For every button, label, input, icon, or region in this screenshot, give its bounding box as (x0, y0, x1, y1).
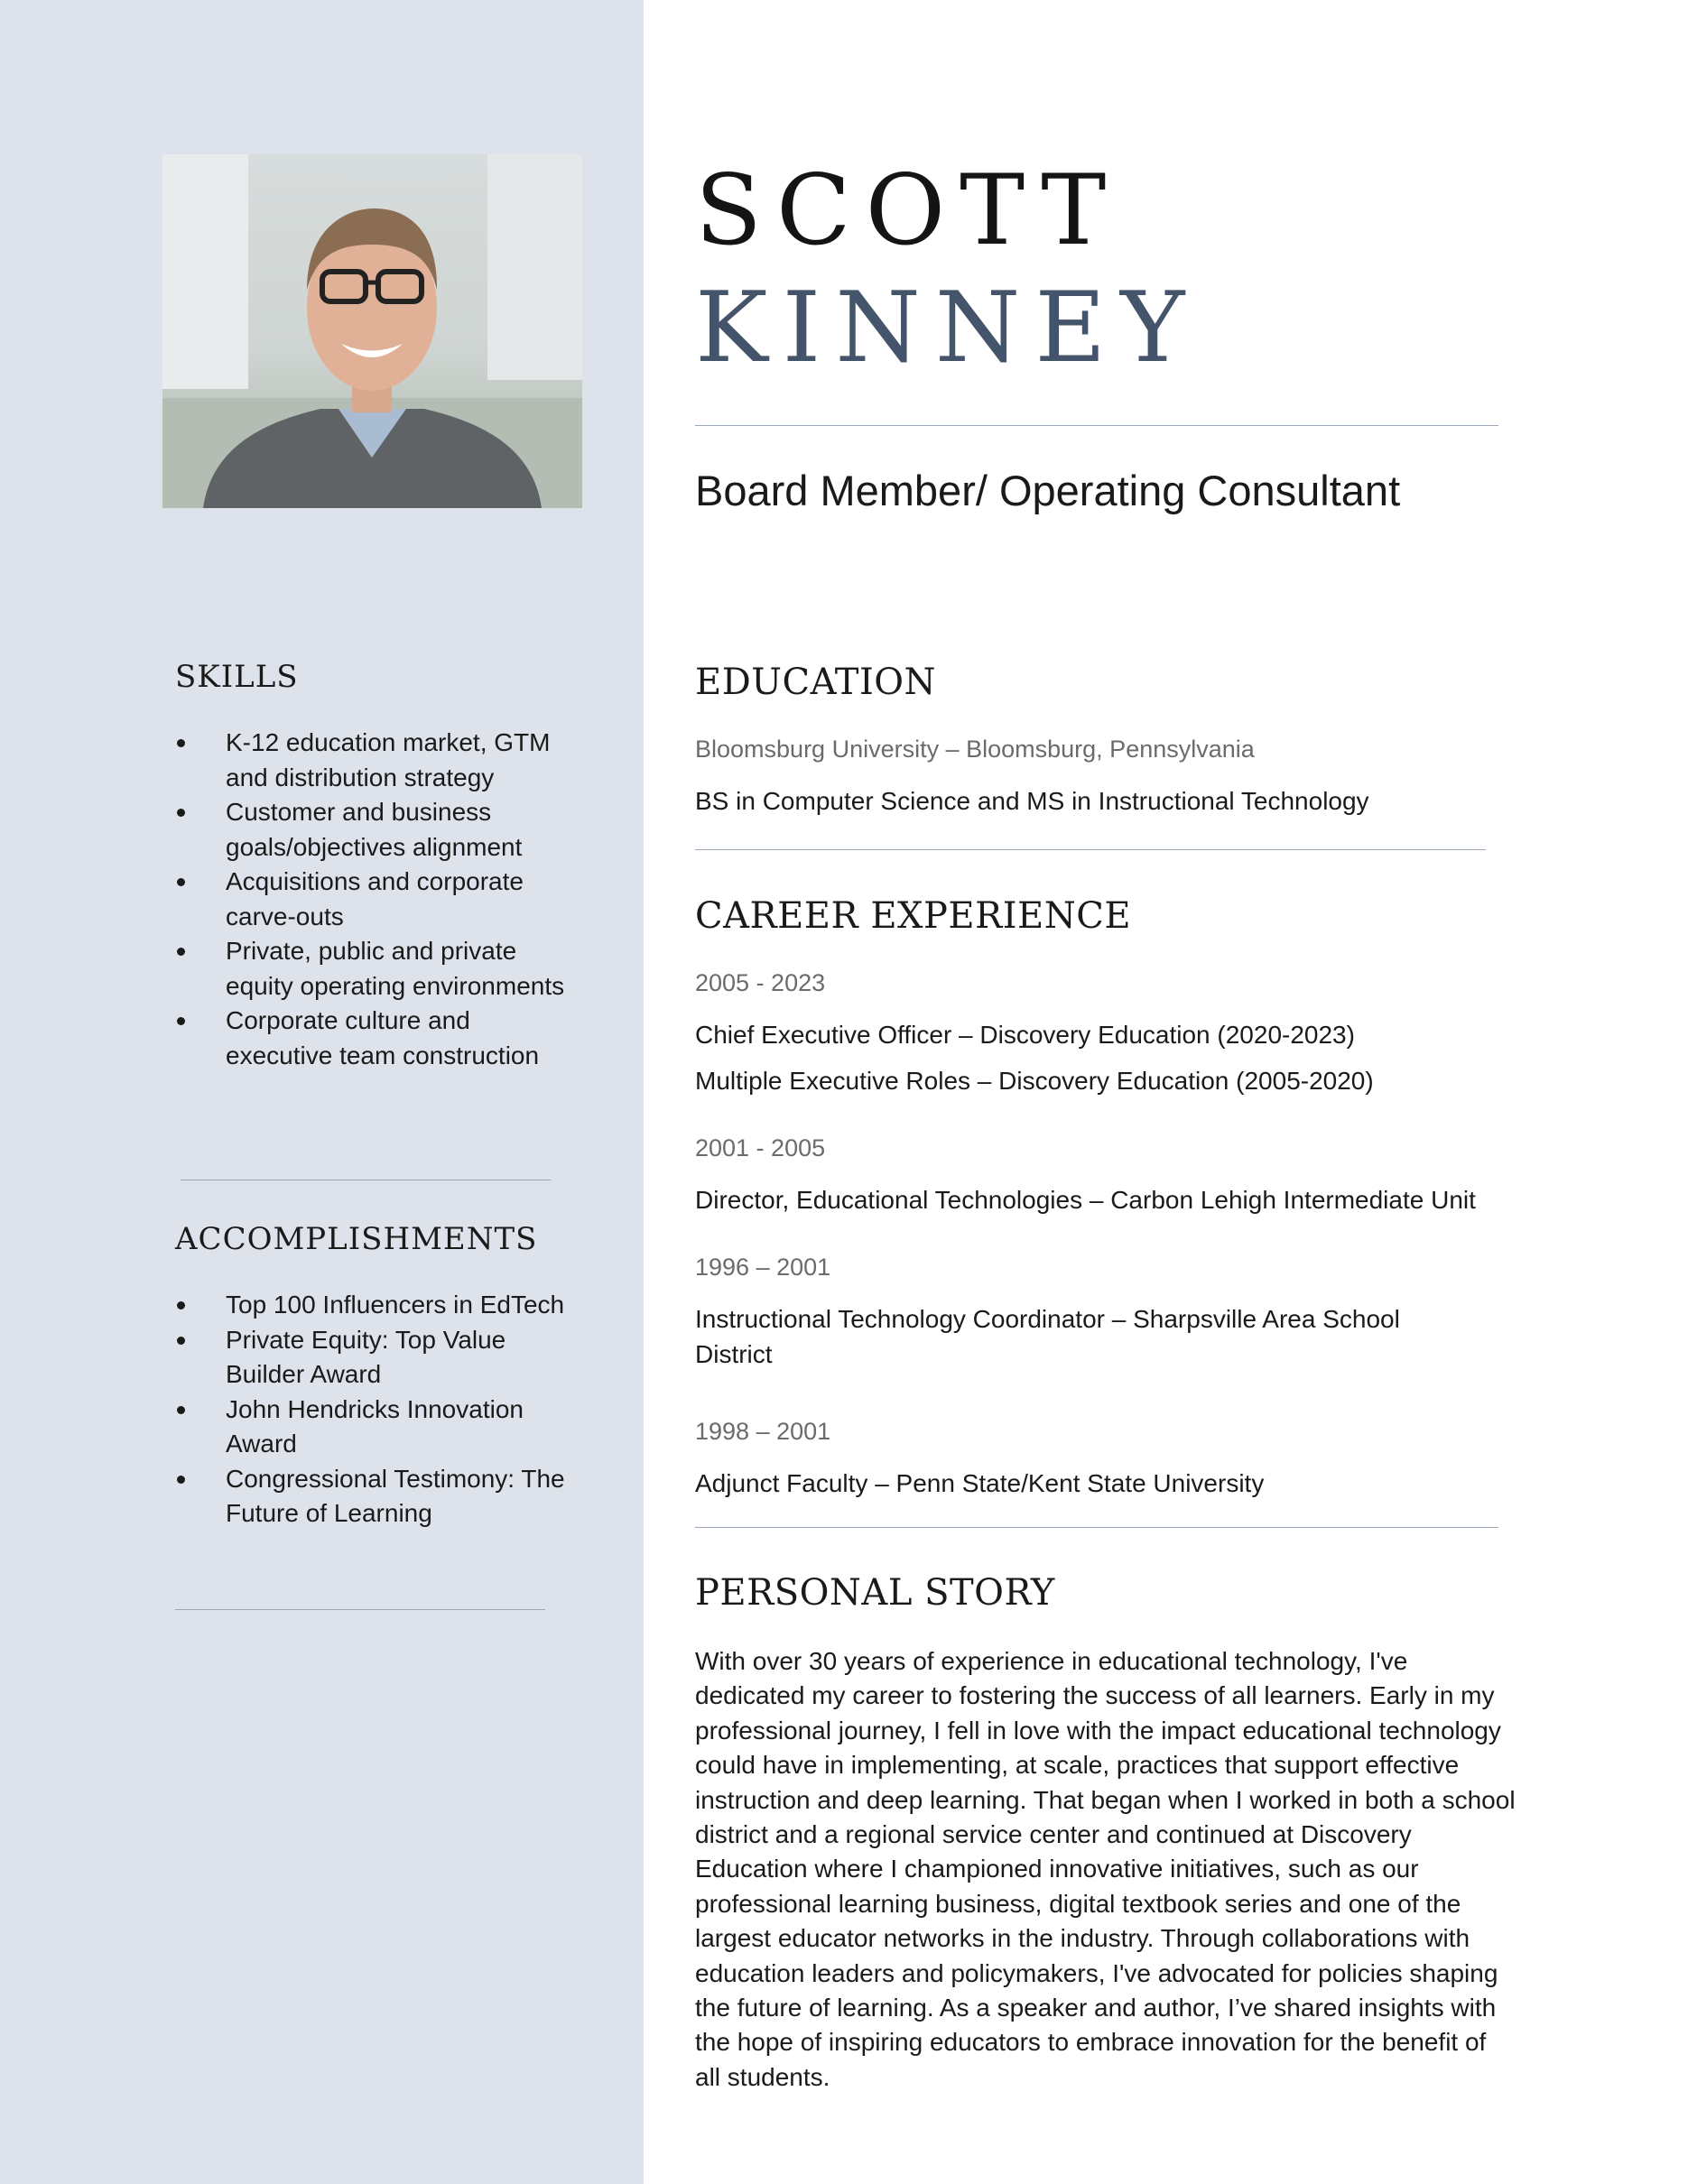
career-role: Chief Executive Officer – Discovery Education (2020-2023) (695, 1021, 1355, 1049)
career-years: 2001 - 2005 (695, 1134, 826, 1161)
story-text: With over 30 years of experience in educational technology, I've dedicated my career to fostering the success of all learners. Early in my professional journey, I fell in love with the impact educational technology could have in implementing, at scale, practices that support effective instruction and deep learning. That began when I worked in both a school district and a regional service center and continued at Discovery Education where I championed innovative initiatives, such as our professional learning business, digital textbook series and one of the largest educator networks in the industry. Through collaborations with education leaders and policymakers, I've advocated for policies shaping the future of learning. As a speaker and author, I’ve shared insights with the hope of inspiring educators to embrace innovation for the benefit of all students. (695, 1647, 1516, 2091)
list-item: Customer and business goals/objectives alignment (175, 795, 572, 865)
divider (695, 425, 1498, 426)
list-item: Acquisitions and corporate carve-outs (175, 865, 572, 934)
career-years: 2005 - 2023 (695, 969, 826, 996)
list-item: Corporate culture and executive team construction (175, 1004, 572, 1073)
divider (695, 1527, 1498, 1528)
profile-photo (162, 154, 582, 508)
list-item: Top 100 Influencers in EdTech (175, 1288, 572, 1323)
last-name: KINNEY (695, 272, 1200, 384)
divider (175, 1609, 545, 1610)
list-item: K-12 education market, GTM and distribution strategy (175, 726, 572, 795)
sidebar (0, 0, 644, 2184)
education-heading: EDUCATION (695, 662, 937, 703)
list-item: Private Equity: Top Value Builder Award (175, 1323, 572, 1393)
accomplishments-list (175, 1288, 572, 1532)
degree: BS in Computer Science and MS in Instructional Technology (695, 787, 1369, 815)
career-role: Instructional Technology Coordinator – Sharpsville Area School District (695, 1305, 1400, 1368)
career-years: 1998 – 2001 (695, 1418, 831, 1445)
career-role: Adjunct Faculty – Penn State/Kent State University (695, 1469, 1265, 1497)
skills-heading: SKILLS (175, 659, 299, 695)
list-item: Congressional Testimony: The Future of Learning (175, 1462, 572, 1532)
career-heading: CAREER EXPERIENCE (695, 895, 1132, 937)
story-heading: PERSONAL STORY (695, 1572, 1055, 1614)
accomplishments-heading: ACCOMPLISHMENTS (175, 1221, 538, 1257)
school: Bloomsburg University – Bloomsburg, Pennsylvania (695, 736, 1255, 763)
career-years: 1996 – 2001 (695, 1254, 831, 1281)
divider (695, 849, 1486, 850)
job-title: Board Member/ Operating Consultant (695, 467, 1401, 514)
list-item: John Hendricks Innovation Award (175, 1393, 572, 1462)
career-role: Director, Educational Technologies – Carbon Lehigh Intermediate Unit (695, 1186, 1476, 1214)
first-name: SCOTT (695, 154, 1121, 267)
career-role: Multiple Executive Roles – Discovery Education (2005-2020) (695, 1067, 1374, 1095)
skills-list (175, 726, 572, 1073)
list-item: Private, public and private equity operating environments (175, 934, 572, 1004)
